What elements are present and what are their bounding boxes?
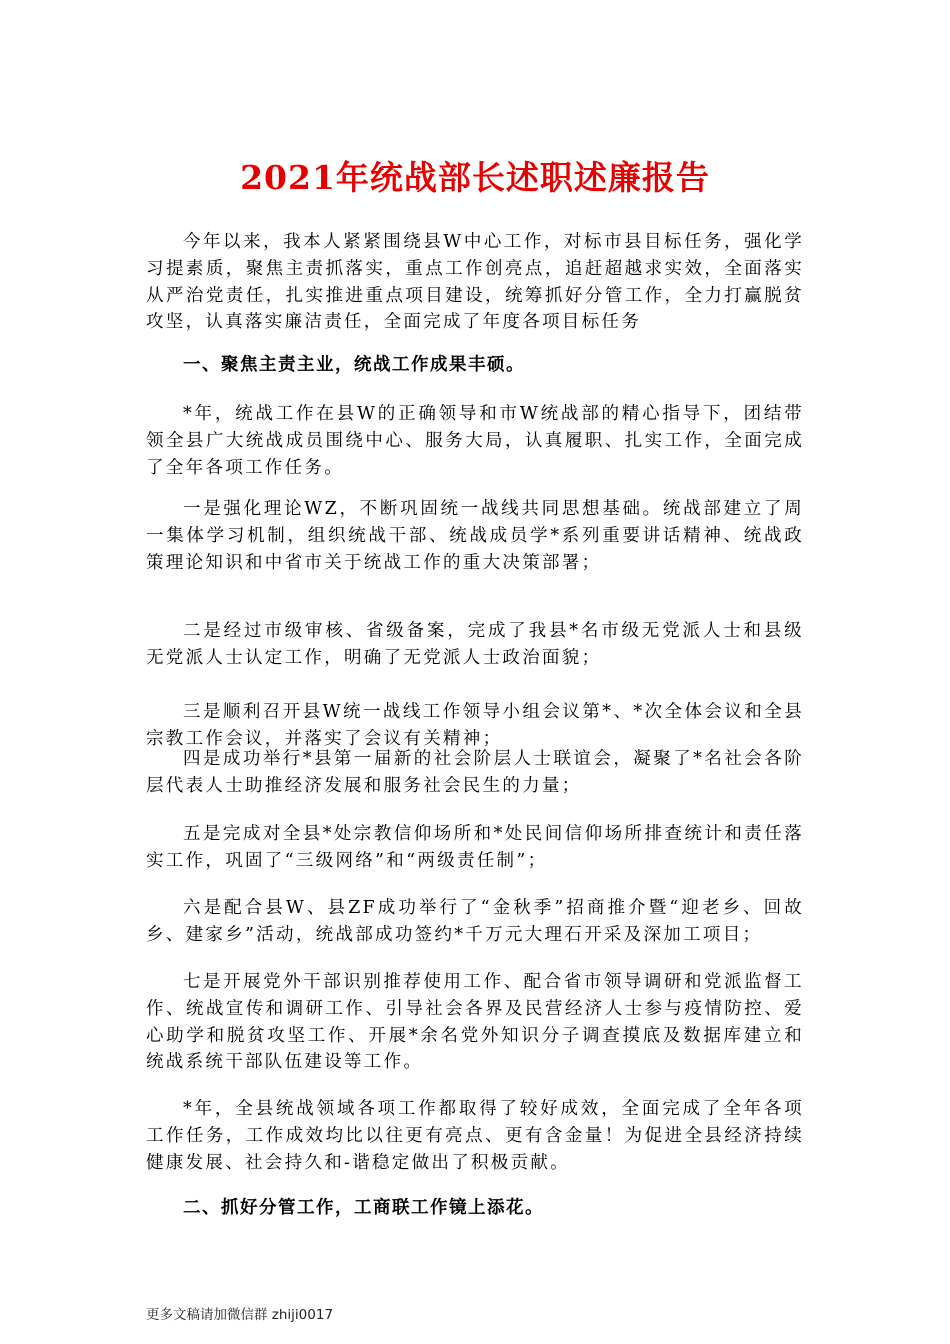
- section1-summary-paragraph: *年，统战工作在县W的正确领导和市W统战部的精心指导下，团结带领全县广大统战成员围绕中心、服务大局，认真履职、扎实工作，全面完成了全年各项工作任务。: [146, 404, 804, 478]
- list-item: 一是强化理论WZ，不断巩固统一战线共同思想基础。统战部建立了周一集体学习机制，组织统战干部、统战成员学*系列重要讲话精神、统战政策理论知识和中省市关于统战工作的重大决策部署；: [146, 499, 804, 573]
- list-item: 七是开展党外干部识别推荐使用工作、配合省市领导调研和党派监督工作、统战宣传和调研工作、引导社会各界及民营经济人士参与疫情防控、爱心助学和脱贫攻坚工作、开展*余名党外知识分子调查摸底及数据库建立和统战系统干部队伍建设等工作。: [146, 972, 804, 1073]
- list-item: 六是配合县W、县ZF成功举行了“金秋季”招商推介暨“迎老乡、回故乡、建家乡”活动，统战部成功签约*千万元大理石开采及深加工项目；: [146, 898, 804, 945]
- intro-paragraph: 今年以来，我本人紧紧围绕县W中心工作，对标市县目标任务，强化学习提素质，聚焦主责抓落实，重点工作创亮点，追赶超越求实效，全面落实从严治党责任，扎实推进重点项目建设，统筹抓好分管工作，全力打赢脱贫攻坚，认真落实廉洁责任，全面完成了年度各项目标任务: [146, 232, 804, 333]
- list-item: 四是成功举行*县第一届新的社会阶层人士联谊会，凝聚了*名社会各阶层代表人士助推经济发展和服务社会民生的力量；: [146, 749, 804, 796]
- list-item: 三是顺利召开县W统一战线工作领导小组会议第*、*次全体会议和全县宗教工作会议，并落实了会议有关精神；: [146, 702, 804, 749]
- document-title: 2021年统战部长述职述廉报告: [240, 158, 710, 197]
- list-item: 五是完成对全县*处宗教信仰场所和*处民间信仰场所排查统计和责任落实工作，巩固了“三级网络”和“两级责任制”；: [146, 824, 804, 871]
- footer-note: 更多文稿请加微信群 zhiji0017: [146, 1307, 334, 1323]
- section-heading-2: 二、抓好分管工作，工商联工作镜上添花。: [183, 1198, 544, 1218]
- section-heading-1: 一、聚焦主责主业，统战工作成果丰硕。: [183, 355, 525, 375]
- list-item: 二是经过市级审核、省级备案，完成了我县*名市级无党派人士和县级无党派人士认定工作，明确了无党派人士政治面貌；: [146, 621, 804, 668]
- section1-conclusion-paragraph: *年，全县统战领域各项工作都取得了较好成效，全面完成了全年各项工作任务，工作成效均比以往更有亮点、更有含金量！为促进全县经济持续健康发展、社会持久和-谐稳定做出了积极贡献。: [146, 1099, 804, 1173]
